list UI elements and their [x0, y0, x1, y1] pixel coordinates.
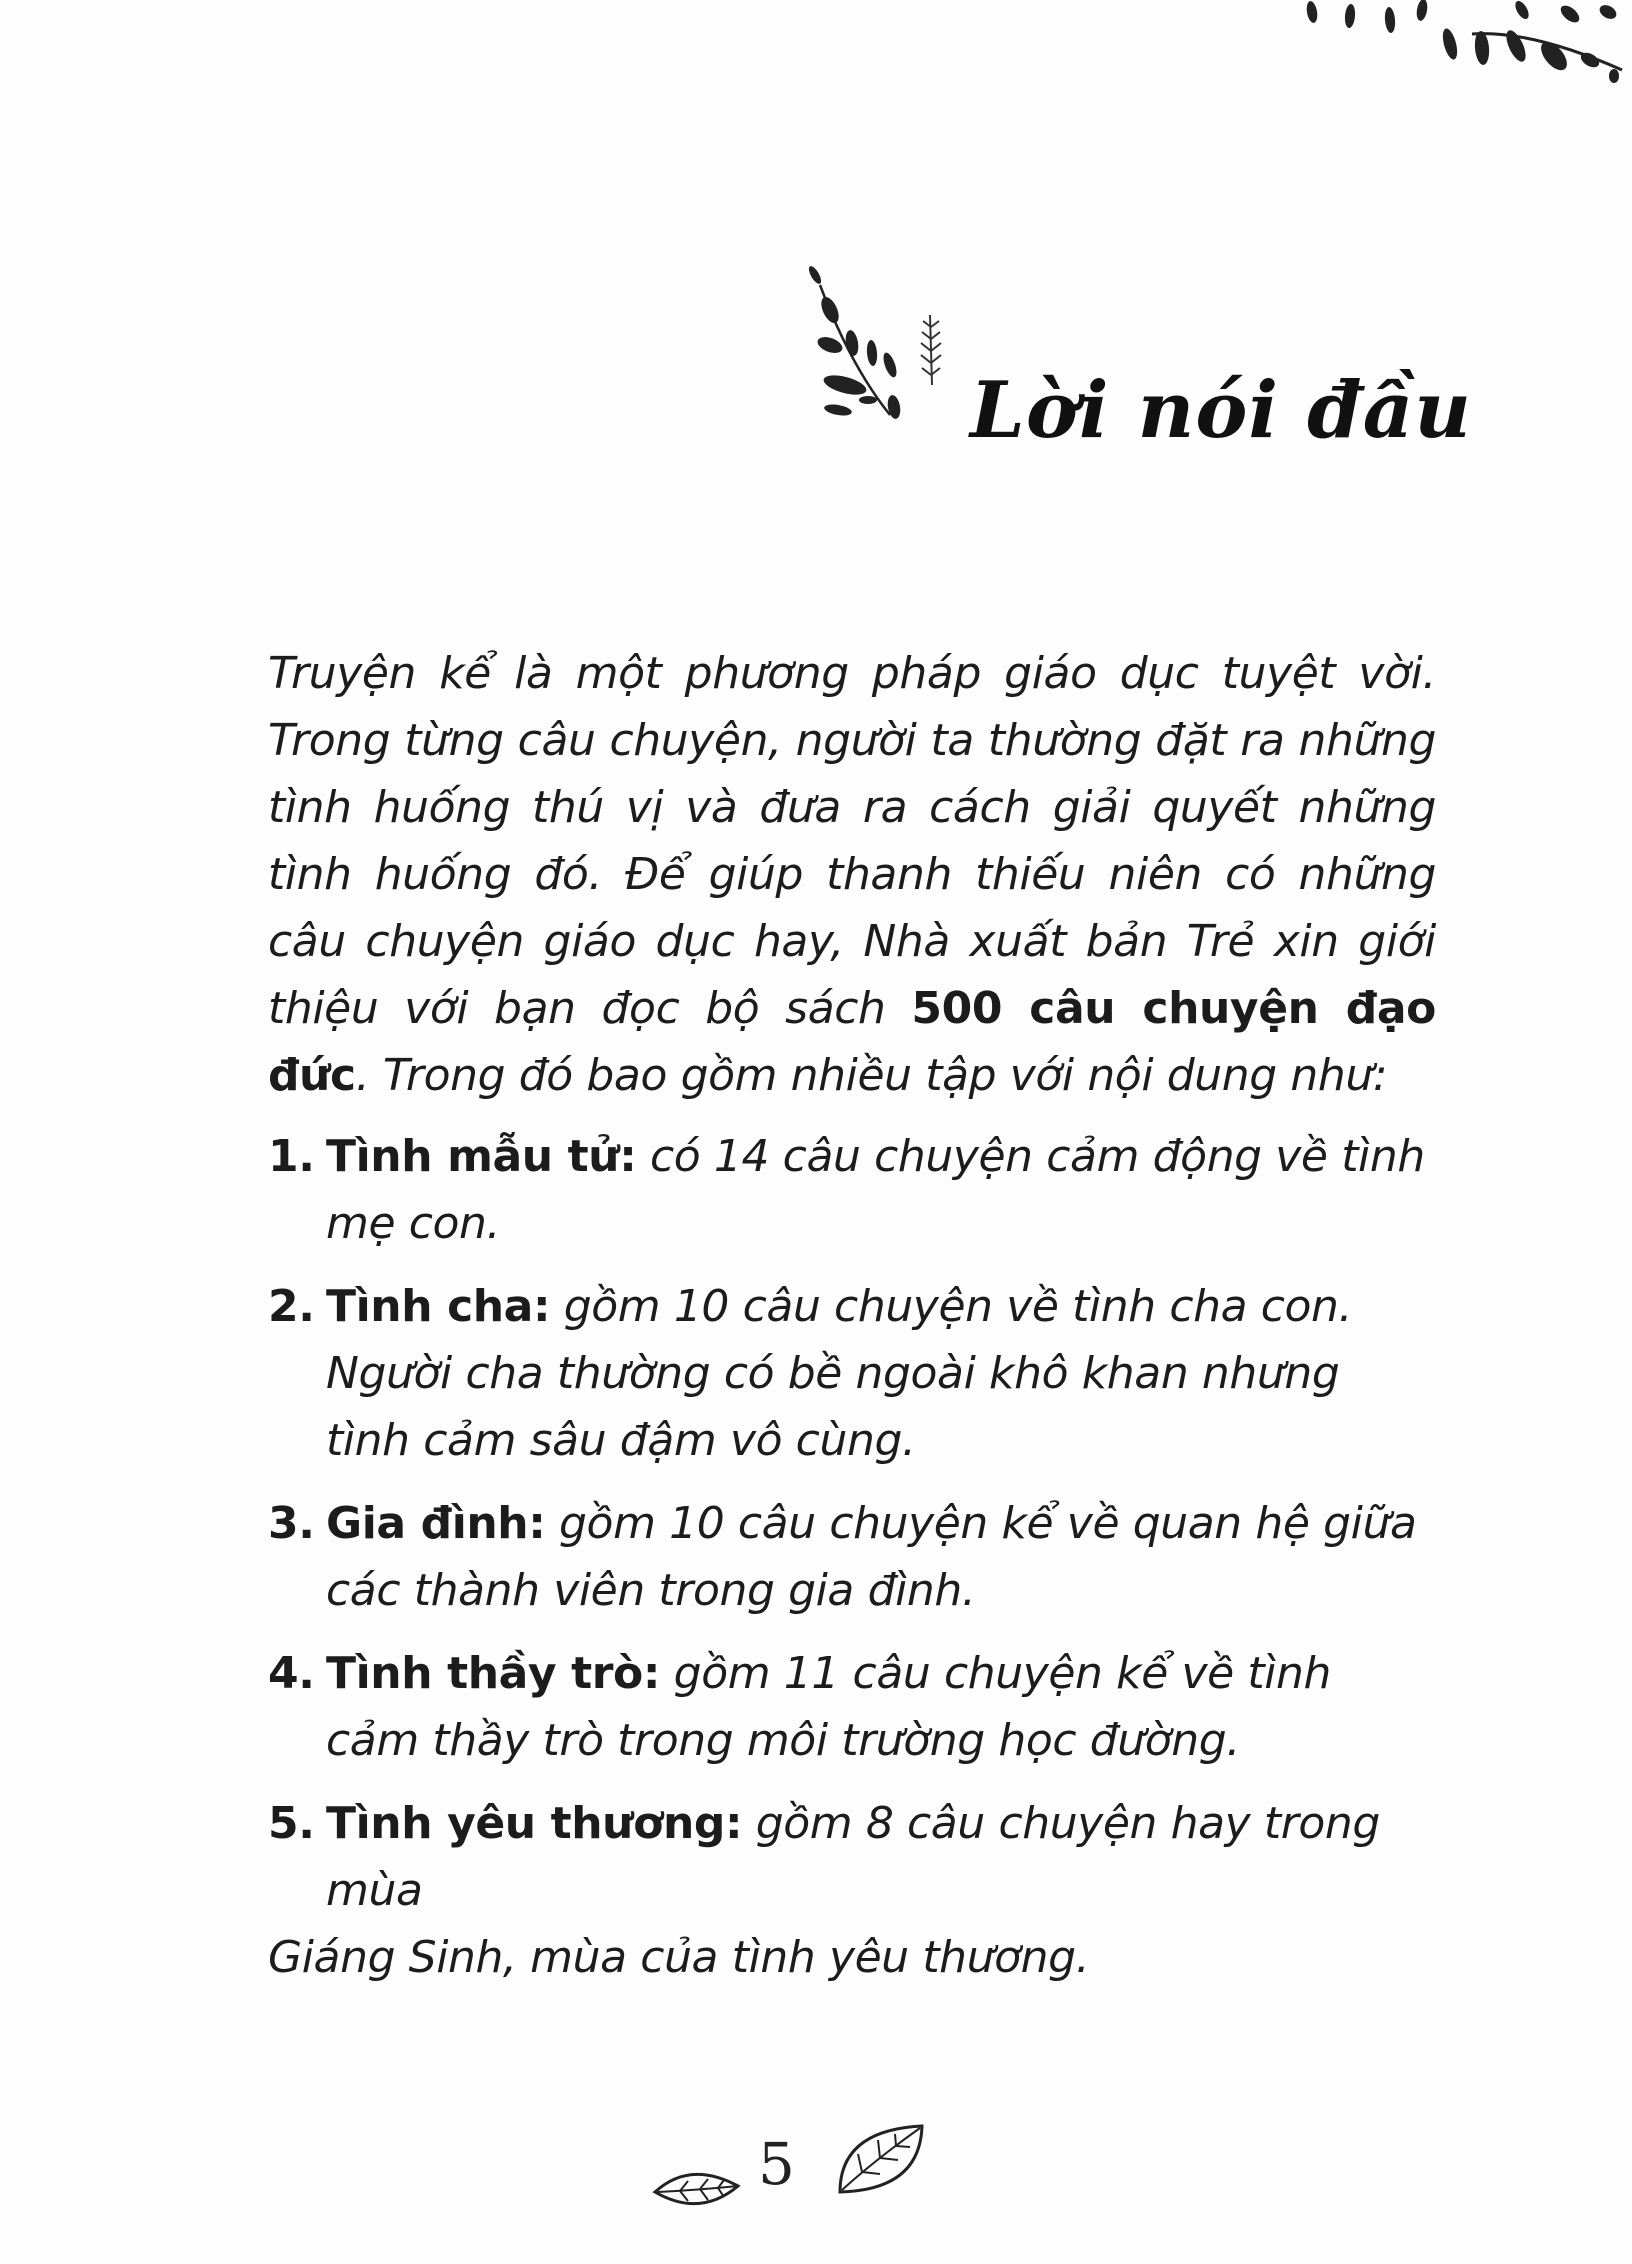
- list-desc: gồm 8 câu chuyện hay trong mùa: [326, 1798, 1380, 1916]
- intro-text-before: Truyện kể là một phương pháp giáo dục tuyệt vời. Trong từng câu chuyện, người ta thường đặt ra những tình huống thú vị và đưa ra cách giải quyết những tình huống đó. Để giúp thanh thiếu niên có những câu chuyện giáo dục hay, Nhà xuất bản Trẻ xin giới thiệu với bạn đọc bộ sách: [268, 648, 1436, 1034]
- list-label: Tình yêu thương:: [326, 1798, 743, 1849]
- list-item: [268, 1790, 1436, 1991]
- list-desc-continuation: Giáng Sinh, mùa của tình yêu thương.: [268, 1932, 1090, 1983]
- list-number: 4.: [268, 1648, 315, 1699]
- list-desc: gồm 10 câu chuyện về tình cha con. Người cha thường có bề ngoài khô khan nhưng tình cảm sâu đậm vô cùng.: [326, 1281, 1353, 1466]
- list-label: Tình cha:: [326, 1281, 551, 1332]
- volume-list: [268, 1123, 1436, 1991]
- leaf-branch-icon: [790, 255, 980, 455]
- list-number: 5.: [268, 1798, 315, 1849]
- list-item: [268, 1640, 1436, 1774]
- preface-body: [268, 640, 1436, 2007]
- list-label: Gia đình:: [326, 1498, 546, 1549]
- leaf-icon: [830, 2120, 930, 2200]
- list-number: 3.: [268, 1498, 315, 1549]
- list-desc: gồm 10 câu chuyện kể về quan hệ giữa các thành viên trong gia đình.: [326, 1498, 1417, 1616]
- list-number: 2.: [268, 1281, 315, 1332]
- intro-text-after: . Trong đó bao gồm nhiều tập với nội dung như:: [355, 1050, 1388, 1101]
- intro-paragraph: [268, 640, 1436, 1109]
- list-desc: gồm 11 câu chuyện kể về tình cảm thầy trò trong môi trường học đường.: [326, 1648, 1331, 1766]
- list-item: [268, 1490, 1436, 1624]
- heading: [790, 255, 1490, 475]
- list-label: Tình mẫu tử:: [326, 1131, 637, 1182]
- leaf-icon: [650, 2160, 745, 2220]
- list-label: Tình thầy trò:: [326, 1648, 661, 1699]
- list-desc: có 14 câu chuyện cảm động về tình mẹ con.: [326, 1131, 1425, 1249]
- list-number: 1.: [268, 1131, 315, 1182]
- page-footer: [650, 2120, 950, 2240]
- list-item: [268, 1123, 1436, 1257]
- top-leaf-branch-icon: [1272, 0, 1632, 90]
- list-item: [268, 1273, 1436, 1474]
- page-number: 5: [758, 2130, 795, 2198]
- book-series-title: 500 câu chuyện đạo đức: [268, 983, 1436, 1101]
- page-title: Lời nói đầu: [970, 365, 1472, 456]
